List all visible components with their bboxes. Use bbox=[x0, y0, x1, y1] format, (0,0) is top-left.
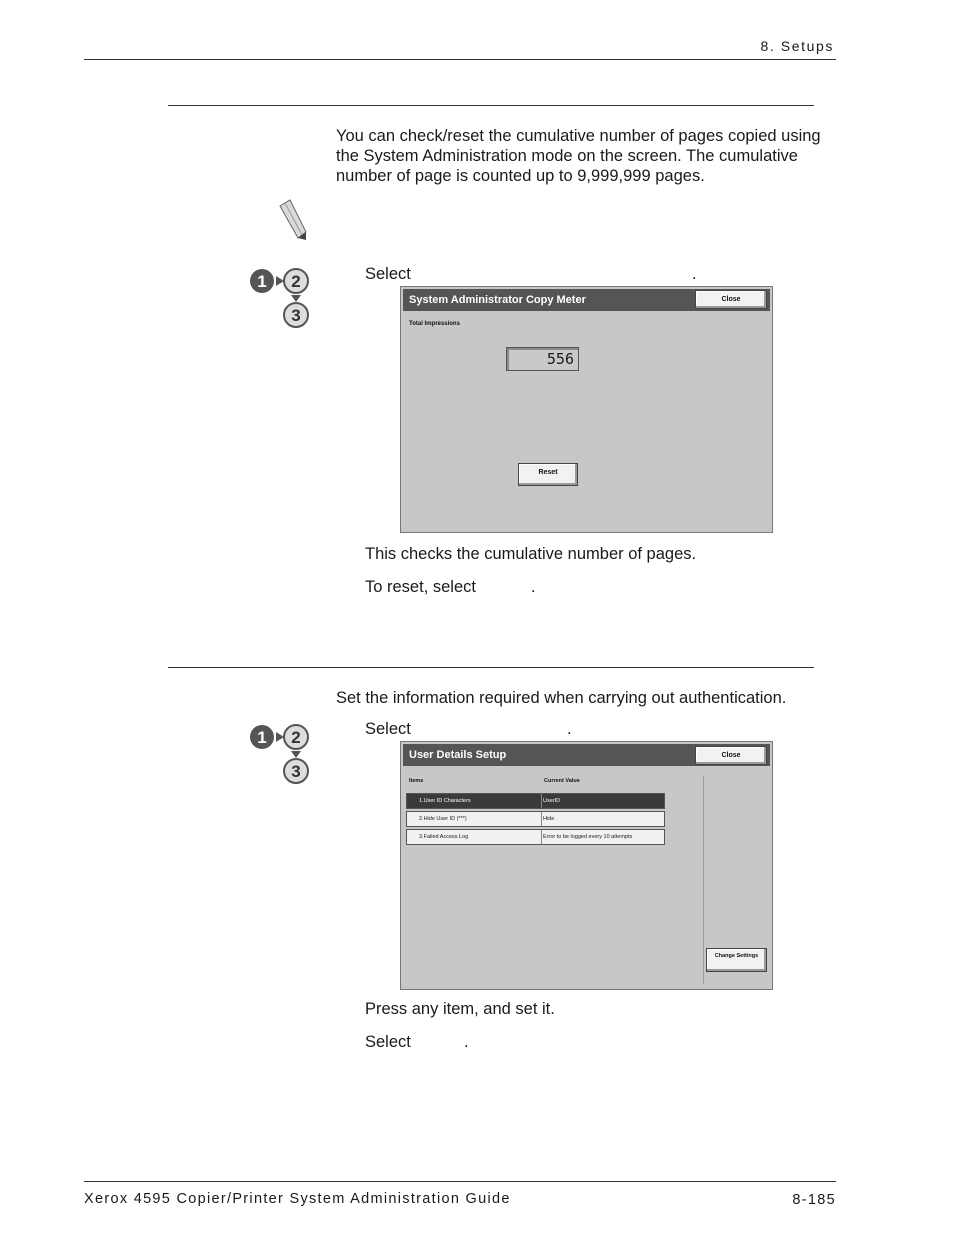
steps-icon bbox=[248, 266, 310, 330]
guide-title: Xerox 4595 Copier/Printer System Administration Guide bbox=[84, 1191, 511, 1207]
row-item: 2.Hide User ID (***) bbox=[419, 816, 467, 822]
step-select-period: . bbox=[567, 720, 572, 738]
section-intro: Set the information required when carrying out authentication. bbox=[336, 689, 787, 707]
section-intro: You can check/reset the cumulative number of pages copied using the System Administration mode on the screen. The cumulative number of page is counted up to 9,999,999 pages. bbox=[336, 127, 821, 185]
svg-text:2: 2 bbox=[291, 272, 301, 291]
row-value: Hide bbox=[543, 816, 555, 822]
step-select-text: Select bbox=[365, 720, 411, 738]
panel-divider bbox=[703, 776, 704, 984]
section-rule bbox=[168, 667, 814, 668]
close-button[interactable]: Close bbox=[695, 746, 767, 765]
svg-text:1: 1 bbox=[257, 728, 267, 747]
reset-button[interactable]: Reset bbox=[518, 463, 578, 486]
svg-text:1: 1 bbox=[257, 272, 267, 291]
footer-rule bbox=[84, 1181, 836, 1182]
row-item: 1.User ID Characters bbox=[419, 798, 471, 804]
header-rule bbox=[84, 59, 836, 60]
select-period: . bbox=[464, 1033, 469, 1051]
steps-icon bbox=[248, 722, 310, 786]
total-impressions-label: Total Impressions bbox=[409, 321, 460, 327]
step-select-period: . bbox=[692, 265, 697, 283]
row-value: Error to be logged every 10 attempts bbox=[543, 834, 633, 840]
svg-text:3: 3 bbox=[291, 306, 301, 325]
copy-meter-screen bbox=[400, 286, 773, 533]
column-header-current-value: Current Value bbox=[544, 778, 580, 784]
reset-instruction-period: . bbox=[531, 578, 536, 596]
reset-instruction: To reset, select bbox=[365, 578, 476, 596]
svg-text:3: 3 bbox=[291, 762, 301, 781]
page-number: 8-185 bbox=[792, 1192, 836, 1208]
table-row[interactable] bbox=[406, 829, 665, 845]
close-button[interactable]: Close bbox=[695, 290, 767, 309]
press-item-text: Press any item, and set it. bbox=[365, 1000, 555, 1018]
svg-text:2: 2 bbox=[291, 728, 301, 747]
row-item: 3.Failed Access Log bbox=[419, 834, 469, 840]
total-impressions-value: 556 bbox=[506, 347, 579, 371]
check-note: This checks the cumulative number of pages. bbox=[365, 545, 697, 563]
column-header-items: Items bbox=[409, 778, 424, 784]
running-header: 8. Setups bbox=[760, 38, 834, 54]
change-settings-button[interactable]: Change Settings bbox=[706, 948, 767, 972]
screen-title: System Administrator Copy Meter bbox=[409, 294, 586, 306]
note-pencil-icon bbox=[276, 198, 310, 247]
table-row[interactable] bbox=[406, 811, 665, 827]
select-text: Select bbox=[365, 1033, 411, 1051]
table-row[interactable] bbox=[406, 793, 665, 809]
section-rule bbox=[168, 105, 814, 106]
step-select-text: Select bbox=[365, 265, 411, 283]
user-details-screen bbox=[400, 741, 773, 990]
screen-title: User Details Setup bbox=[409, 749, 507, 761]
row-value: UserID bbox=[543, 798, 561, 804]
